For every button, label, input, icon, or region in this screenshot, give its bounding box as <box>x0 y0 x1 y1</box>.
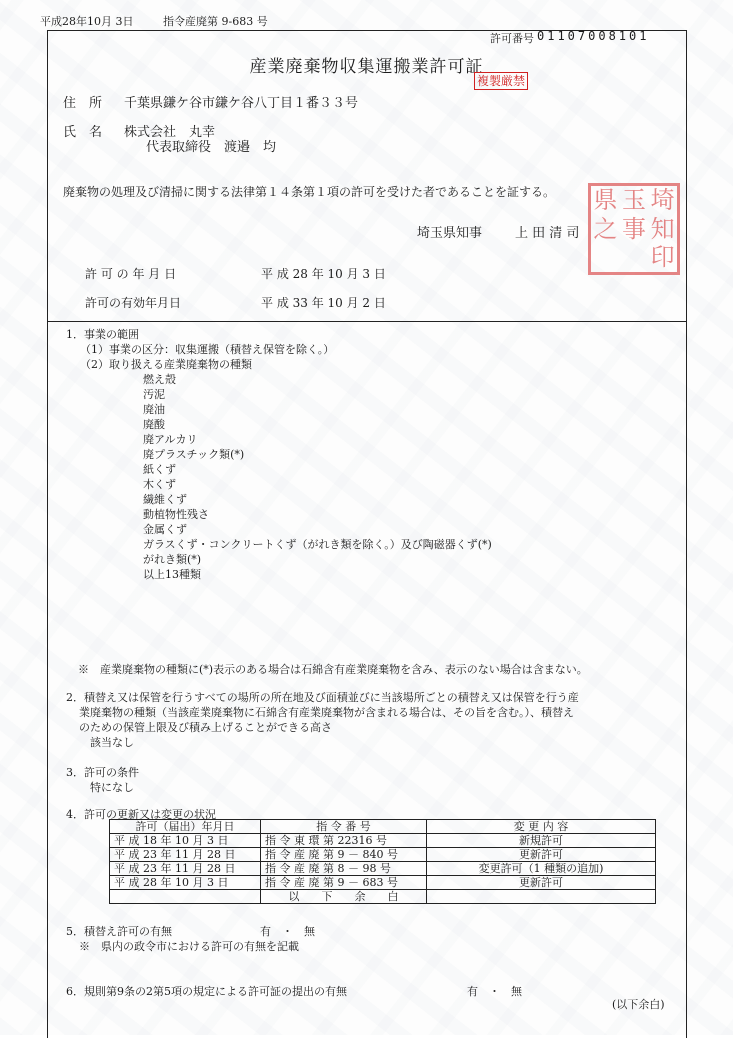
table-cell <box>427 890 656 904</box>
section5-value: 有 ・ 無 <box>260 925 315 938</box>
waste-type: 紙くず <box>143 463 176 476</box>
column-header: 指 令 番 号 <box>261 820 427 834</box>
table-cell: 指 令 産 廃 第 8 － 98 号 <box>261 862 427 876</box>
permit-number-label: 許可番号 <box>490 32 534 45</box>
issuer-title: 埼玉県知事 <box>417 226 483 241</box>
waste-type: 廃油 <box>143 403 165 416</box>
waste-type: 金属くず <box>143 523 187 536</box>
section4-heading: 4．許可の更新又は変更の状況 <box>66 808 216 821</box>
representative-name: 代表取締役 渡邉 均 <box>146 140 277 155</box>
waste-type: 廃アルカリ <box>143 433 198 446</box>
issue-date: 平成28年10月 3日 <box>40 15 134 28</box>
waste-type: 木くず <box>143 478 176 491</box>
footer-remainder-blank: (以下余白) <box>612 998 665 1011</box>
section-divider <box>47 321 687 322</box>
waste-type: 動植物性残さ <box>143 508 209 521</box>
section6-value: 有 ・ 無 <box>467 985 522 998</box>
waste-type: 汚泥 <box>143 388 165 401</box>
table-header-row <box>110 820 656 834</box>
table-row <box>110 890 656 904</box>
valid-date-value: 平 成 33 年 10 月 2 日 <box>261 296 386 310</box>
waste-type-total: 以上13種類 <box>143 568 201 581</box>
official-seal-icon: 県 玉 埼 之 事 知 印 <box>588 183 680 275</box>
table-row <box>110 876 656 890</box>
table-cell: 新規許可 <box>427 834 656 848</box>
certification-text: 廃棄物の処理及び清掃に関する法律第１４条第１項の許可を受けた者であることを証する。 <box>63 185 556 199</box>
document-title: 産業廃棄物収集運搬業許可証 <box>249 57 484 77</box>
waste-type: 燃え殻 <box>143 373 176 386</box>
column-header: 許可（届出）年月日 <box>110 820 261 834</box>
waste-type: 廃プラスチック類(*) <box>143 448 245 461</box>
waste-type: 廃酸 <box>143 418 165 431</box>
table-cell: 以 下 余 白 <box>261 890 427 904</box>
company-name: 株式会社 丸幸 <box>124 125 216 140</box>
section3-heading: 3．許可の条件 <box>66 766 139 779</box>
section1-business-type: （1）事業の区分：収集運搬（積替え保管を除く。） <box>80 343 335 356</box>
section1-waste-heading: （2）取り扱える産業廃棄物の種類 <box>80 358 252 371</box>
section2-text-line1: 2．積替え又は保管を行うすべての場所の所在地及び面積並びに当該場所ごとの積替え又は保管を行う産 <box>66 691 579 704</box>
section2-text-line2: 業廃棄物の種類（当該産業廃棄物に石綿含有産業廃棄物が含まれる場合は、その旨を含む。）、積替え <box>79 706 574 719</box>
name-label: 氏 名 <box>63 125 103 140</box>
permit-date-label: 許 可 の 年 月 日 <box>85 267 177 281</box>
section5-heading: 5．積替え許可の有無 <box>66 925 172 938</box>
valid-date-label: 許可の有効年月日 <box>85 296 182 310</box>
section1-heading: 1．事業の範囲 <box>66 328 139 341</box>
permit-history-table <box>109 819 656 904</box>
table-row <box>110 848 656 862</box>
issuer-name: 上 田 清 司 <box>515 226 580 241</box>
permit-number: 01107008101 <box>537 29 650 43</box>
table-cell: 指 令 産 廃 第 9 － 840 号 <box>261 848 427 862</box>
table-cell: 変更許可（1 種類の追加) <box>427 862 656 876</box>
table-cell: 更新許可 <box>427 848 656 862</box>
copy-prohibited-stamp: 複製厳禁 <box>474 72 528 90</box>
waste-type: 繊維くず <box>143 493 187 506</box>
designation-number: 指令産廃第 9-683 号 <box>163 15 268 28</box>
table-cell: 平 成 18 年 10 月 3 日 <box>110 834 261 848</box>
address-label: 住 所 <box>63 96 103 111</box>
table-cell: 更新許可 <box>427 876 656 890</box>
table-row <box>110 834 656 848</box>
table-cell: 平 成 28 年 10 月 3 日 <box>110 876 261 890</box>
section2-text-line3: のための保管上限及び積み上げることができる高さ <box>79 721 332 734</box>
permit-date-value: 平 成 28 年 10 月 3 日 <box>261 267 386 281</box>
section6-heading: 6．規則第9条の2第5項の規定による許可証の提出の有無 <box>66 985 347 998</box>
table-cell: 指 令 東 環 第 22316 号 <box>261 834 427 848</box>
address-value: 千葉県鎌ケ谷市鎌ケ谷八丁目１番３３号 <box>124 96 359 111</box>
waste-type: がれき類(*) <box>143 553 202 566</box>
waste-type: ガラスくず・コンクリートくず（がれき類を除く。）及び陶磁器くず(*) <box>143 538 492 551</box>
table-cell: 平 成 23 年 11 月 28 日 <box>110 848 261 862</box>
section3-value: 特になし <box>90 781 134 794</box>
table-cell: 平 成 23 年 11 月 28 日 <box>110 862 261 876</box>
section2-value: 該当なし <box>90 736 134 749</box>
table-cell <box>110 890 261 904</box>
table-cell: 指 令 産 廃 第 9 － 683 号 <box>261 876 427 890</box>
section5-note: ※ 県内の政令市における許可の有無を記載 <box>79 940 299 953</box>
column-header: 変 更 内 容 <box>427 820 656 834</box>
table-row <box>110 862 656 876</box>
section1-note: ※ 産業廃棄物の種類に(*)表示のある場合は石綿含有産業廃棄物を含み、表示のない場合は含まない。 <box>78 663 588 676</box>
